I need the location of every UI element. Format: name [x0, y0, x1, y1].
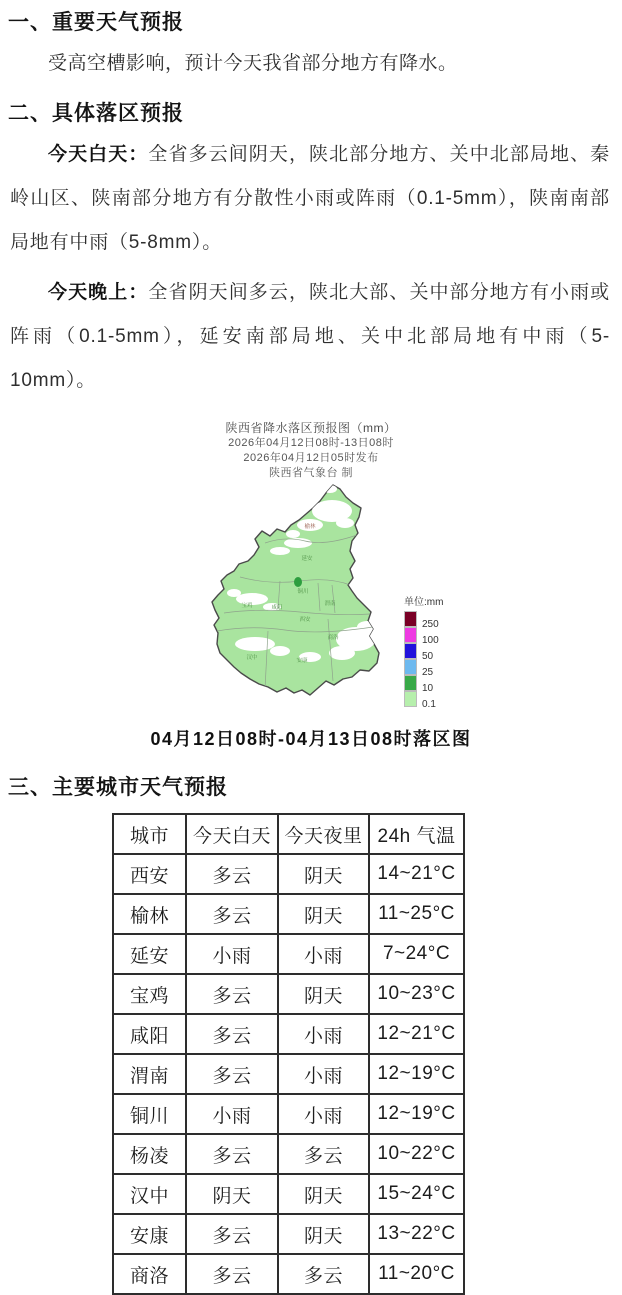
cell-city: 宝鸡	[113, 974, 186, 1014]
cell-temp: 10~23°C	[369, 974, 464, 1014]
map-label: 铜川	[297, 589, 309, 595]
table-row	[113, 1254, 464, 1294]
cell-temp: 12~21°C	[369, 1014, 464, 1054]
header-day: 今天白天	[186, 814, 278, 854]
cell-night: 阴天	[278, 894, 369, 934]
legend-swatch	[404, 691, 417, 707]
header-night: 今天夜里	[278, 814, 369, 854]
table-row	[113, 1134, 464, 1174]
forecast-night-paragraph	[10, 271, 610, 403]
table-row	[113, 1174, 464, 1214]
shaanxi-province-map	[160, 481, 500, 713]
cell-night: 多云	[278, 1254, 369, 1294]
legend-item	[404, 611, 443, 630]
cell-day: 多云	[186, 1134, 278, 1174]
map-label: 汉中	[246, 655, 258, 661]
cell-city: 榆林	[113, 894, 186, 934]
cell-city: 安康	[113, 1214, 186, 1254]
province-map-svg	[160, 481, 500, 713]
cell-city: 西安	[113, 854, 186, 894]
cell-day: 多云	[186, 974, 278, 1014]
forecast-night-label: 今天晚上：	[48, 282, 149, 303]
legend-swatch	[404, 659, 417, 675]
table-row	[113, 1094, 464, 1134]
cell-day: 小雨	[186, 934, 278, 974]
table-row	[113, 1054, 464, 1094]
table-row	[113, 934, 464, 974]
cell-temp: 7~24°C	[369, 934, 464, 974]
cell-day: 多云	[186, 894, 278, 934]
table-row	[113, 894, 464, 934]
cell-day: 小雨	[186, 1094, 278, 1134]
map-label: 西安	[299, 617, 311, 623]
cell-city: 汉中	[113, 1174, 186, 1214]
map-label: 榆林	[304, 524, 316, 530]
cell-day: 多云	[186, 1254, 278, 1294]
legend-swatch	[404, 675, 417, 691]
moderate-rain-spot	[294, 577, 302, 587]
cell-night: 阴天	[278, 1174, 369, 1214]
cell-temp: 12~19°C	[369, 1094, 464, 1134]
legend-swatch	[404, 643, 417, 659]
map-label: 宝鸡	[241, 603, 253, 609]
weather-bulletin-page	[0, 10, 622, 1295]
map-label: 安康	[296, 658, 308, 664]
cell-temp: 14~21°C	[369, 854, 464, 894]
section3-heading: 三、主要城市天气预报	[8, 776, 228, 799]
cell-day: 多云	[186, 854, 278, 894]
cell-night: 多云	[278, 1134, 369, 1174]
cell-night: 小雨	[278, 1094, 369, 1134]
cell-city: 杨凌	[113, 1134, 186, 1174]
legend-value: 250	[422, 619, 439, 630]
legend-value: 50	[422, 651, 434, 662]
cell-temp: 10~22°C	[369, 1134, 464, 1174]
forecast-daytime-paragraph	[10, 133, 610, 265]
table-row	[113, 854, 464, 894]
header-city: 城市	[113, 814, 186, 854]
cell-night: 小雨	[278, 1014, 369, 1054]
section1-body: 受高空槽影响，预计今天我省部分地方有降水。	[48, 53, 458, 74]
cell-night: 小雨	[278, 1054, 369, 1094]
legend-swatch	[404, 627, 417, 643]
cell-day: 多云	[186, 1054, 278, 1094]
map-caption: 04月12日08时-04月13日08时落区图	[150, 729, 472, 749]
cell-night: 小雨	[278, 934, 369, 974]
map-label: 咸阳	[271, 605, 283, 611]
cell-temp: 11~25°C	[369, 894, 464, 934]
precipitation-map	[0, 417, 622, 717]
city-weather-table	[112, 813, 465, 1295]
map-valid-period: 2026年04月12日08时-13日08时	[228, 437, 394, 449]
map-label: 商洛	[327, 635, 339, 641]
section1-heading: 一、重要天气预报	[8, 11, 184, 34]
table-header-row	[113, 814, 464, 854]
cell-temp: 11~20°C	[369, 1254, 464, 1294]
table-row	[113, 974, 464, 1014]
legend-value: 10	[422, 683, 434, 694]
cell-night: 阴天	[278, 854, 369, 894]
cell-temp: 15~24°C	[369, 1174, 464, 1214]
legend-value: 100	[422, 635, 439, 646]
legend-title: 单位:mm	[404, 597, 444, 608]
map-titles	[0, 417, 622, 481]
forecast-daytime-label: 今天白天：	[48, 144, 149, 165]
cell-day: 阴天	[186, 1174, 278, 1214]
map-label: 延安	[301, 556, 313, 562]
cell-city: 铜川	[113, 1094, 186, 1134]
table-row	[113, 1014, 464, 1054]
map-legend	[404, 593, 444, 710]
cell-night: 阴天	[278, 1214, 369, 1254]
table-row	[113, 1214, 464, 1254]
forecast-daytime-text: 全省多云间阴天，陕北部分地方、关中北部局地、秦岭山区、陕南部分地方有分散性小雨或阵雨（0.1-5mm），陕南南部局地有中雨（5-8mm）。	[10, 144, 610, 253]
legend-swatch	[404, 611, 417, 627]
legend-value: 0.1	[422, 699, 436, 710]
legend-value: 25	[422, 667, 434, 678]
cell-temp: 12~19°C	[369, 1054, 464, 1094]
header-temp: 24h 气温	[369, 814, 464, 854]
cell-night: 阴天	[278, 974, 369, 1014]
cell-city: 渭南	[113, 1054, 186, 1094]
cell-day: 多云	[186, 1214, 278, 1254]
cell-city: 咸阳	[113, 1014, 186, 1054]
cell-day: 多云	[186, 1014, 278, 1054]
cell-temp: 13~22°C	[369, 1214, 464, 1254]
map-issuer: 陕西省气象台 制	[268, 467, 354, 479]
section2-heading: 二、具体落区预报	[8, 102, 184, 125]
cell-city: 延安	[113, 934, 186, 974]
map-issue-time: 2026年04月12日05时发布	[243, 452, 379, 464]
map-title: 陕西省降水落区预报图（mm）	[225, 421, 397, 435]
cell-city: 商洛	[113, 1254, 186, 1294]
legend-items	[404, 611, 443, 710]
map-label: 渭南	[324, 601, 336, 607]
forecast-night-text: 全省阴天间多云，陕北大部、关中部分地方有小雨或阵雨（0.1-5mm），延安南部局地、关中北部局地有中雨（5-10mm）。	[10, 282, 610, 391]
